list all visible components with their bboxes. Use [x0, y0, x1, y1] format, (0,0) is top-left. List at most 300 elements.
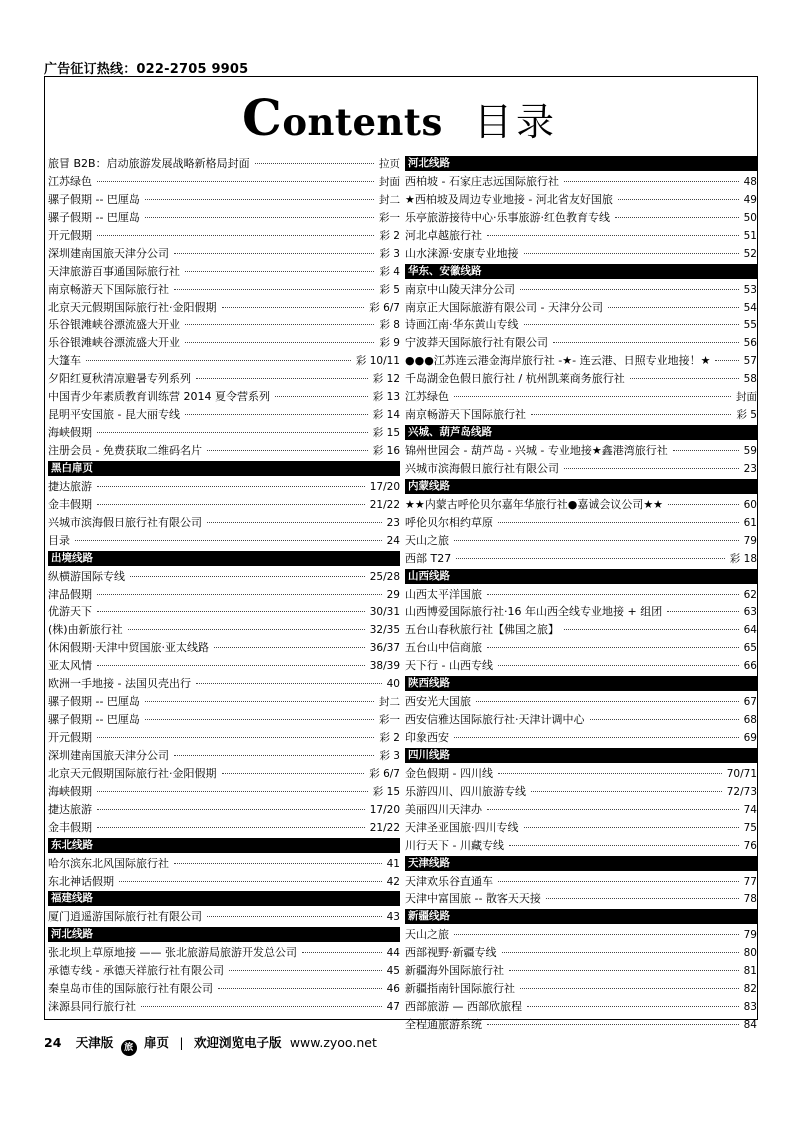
- toc-entry-title: 夕阳红夏秋清凉避暑专列系列: [48, 372, 191, 386]
- toc-entry[interactable]: [48, 191, 400, 209]
- toc-entry[interactable]: [405, 370, 757, 388]
- dot-leader: [618, 199, 739, 200]
- section-header: 出境线路: [48, 551, 400, 566]
- toc-entry[interactable]: [405, 657, 757, 675]
- dot-leader: [590, 719, 739, 720]
- footer-section: 扉页: [144, 1035, 170, 1050]
- toc-entry[interactable]: [405, 765, 757, 783]
- toc-entry[interactable]: [405, 334, 757, 352]
- toc-entry-title: 锦州世园会 - 葫芦岛 - 兴城 - 专业地接★鑫港湾旅行社: [405, 444, 668, 457]
- toc-entry[interactable]: [48, 675, 400, 693]
- dot-leader: [564, 629, 739, 630]
- toc-entry[interactable]: [48, 352, 400, 370]
- toc-entry-title: 津品假期: [48, 587, 92, 601]
- toc-entry-title: 乐亭旅游接待中心·乐事旅游·红色教育专线: [405, 210, 610, 224]
- dot-leader: [196, 378, 368, 379]
- page-footer: [44, 1033, 377, 1056]
- toc-entry-title: 休闲假期·天津中贸国旅·亚太线路: [48, 641, 209, 655]
- toc-entry[interactable]: [48, 657, 400, 675]
- toc-entry-title: 骡子假期 -- 巴厘岛: [48, 192, 140, 206]
- toc-entry-page: 彩 5: [736, 409, 757, 422]
- section-header: 四川线路: [405, 748, 757, 763]
- toc-entry[interactable]: [48, 621, 400, 639]
- toc-entry-page: 彩 12: [372, 373, 400, 386]
- toc-entry[interactable]: [48, 442, 400, 460]
- toc-entry-title: 呼伦贝尔相约草原: [405, 515, 493, 529]
- toc-entry-title: 注册会员 - 免费获取二维码名片: [48, 444, 202, 457]
- toc-entry-page: 81: [743, 965, 757, 978]
- dot-leader: [255, 163, 374, 164]
- toc-entry-page: 29: [386, 588, 400, 601]
- toc-entry[interactable]: [405, 639, 757, 657]
- toc-entry-page: 75: [743, 821, 757, 834]
- dot-leader: [456, 558, 725, 559]
- section-header: 河北线路: [48, 927, 400, 942]
- toc-entry-title: 哈尔滨东北风国际旅行社: [48, 856, 169, 870]
- dot-leader: [185, 271, 374, 272]
- toc-entry-title: 印象西安: [405, 731, 449, 744]
- dot-leader: [185, 324, 374, 325]
- toc-entry-page: 52: [743, 247, 757, 260]
- toc-entry-page: 83: [743, 1001, 757, 1014]
- toc-entry-page: 彩 16: [372, 445, 400, 457]
- section-header: 天津线路: [405, 856, 757, 871]
- toc-entry-page: 36/37: [369, 642, 400, 655]
- toc-entry-page: 40: [386, 678, 400, 691]
- dot-leader: [668, 504, 739, 505]
- toc-entry[interactable]: [48, 514, 400, 532]
- contents-column-right: [405, 155, 757, 1034]
- toc-entry-page: 彩 5: [379, 283, 400, 296]
- toc-entry-title: 海峡假期: [48, 426, 92, 440]
- dot-leader: [509, 845, 739, 846]
- toc-entry-page: 57: [743, 355, 757, 368]
- toc-entry-page: 彩 8: [379, 319, 400, 332]
- page-title: [0, 88, 800, 147]
- toc-entry-page: 80: [743, 947, 757, 960]
- toc-entry-title: 诗画江南·华东黄山专线: [405, 318, 519, 332]
- toc-entry-page: 63: [743, 606, 757, 619]
- dot-leader: [145, 701, 374, 702]
- toc-entry[interactable]: [405, 711, 757, 729]
- footer-page-number: 24: [44, 1035, 62, 1050]
- toc-entry-page: 25/28: [369, 570, 400, 583]
- dot-leader: [97, 737, 374, 738]
- dot-leader: [487, 647, 739, 648]
- toc-entry[interactable]: [405, 227, 757, 245]
- dot-leader: [524, 253, 739, 254]
- toc-entry[interactable]: [405, 514, 757, 532]
- toc-entry[interactable]: [405, 209, 757, 227]
- toc-entry-page: 64: [743, 624, 757, 637]
- toc-entry-page: 55: [743, 319, 757, 332]
- footer-url[interactable]: www.zyoo.net: [289, 1035, 377, 1050]
- dot-leader: [553, 342, 739, 343]
- toc-entry[interactable]: [405, 299, 757, 317]
- section-header: 新疆线路: [405, 909, 757, 924]
- toc-entry-title: 昆明平安国旅 - 昆大丽专线: [48, 408, 180, 422]
- dot-leader: [498, 773, 722, 774]
- toc-entry[interactable]: [48, 406, 400, 424]
- toc-entry-page: 78: [743, 893, 757, 906]
- toc-entry-title: 天津欢乐谷直通车: [405, 874, 493, 888]
- dot-leader: [487, 1024, 739, 1025]
- toc-entry-title: 新疆海外国际旅行社: [405, 964, 504, 978]
- toc-entry[interactable]: [405, 532, 757, 550]
- toc-entry-title: 金丰假期: [48, 497, 92, 511]
- toc-entry-page: 59: [743, 445, 757, 457]
- toc-entry[interactable]: [405, 944, 757, 962]
- dot-leader: [454, 396, 731, 397]
- toc-entry-title: 东北神话假期: [48, 874, 114, 888]
- brand-logo-icon: 旅: [121, 1040, 137, 1056]
- dot-leader: [207, 450, 368, 451]
- toc-entry-page: 彩 14: [372, 409, 400, 422]
- toc-entry[interactable]: [48, 998, 400, 1016]
- dot-leader: [564, 181, 739, 182]
- toc-entry-title: 南京中山陵天津分公司: [405, 282, 515, 296]
- toc-entry-page: 66: [743, 660, 757, 673]
- toc-entry[interactable]: [48, 299, 400, 317]
- toc-entry-title: ●●●江苏连云港金海岸旅行社 -★- 连云港、日照专业地接！★: [405, 354, 711, 368]
- toc-entry[interactable]: [405, 388, 757, 406]
- toc-entry-title: 金色假期 - 四川线: [405, 766, 493, 780]
- toc-entry[interactable]: [405, 890, 757, 908]
- toc-entry[interactable]: [48, 729, 400, 747]
- dot-leader: [498, 665, 739, 666]
- toc-entry-title: 江苏绿色: [48, 174, 92, 188]
- toc-entry-page: 84: [743, 1019, 757, 1031]
- toc-entry-page: 17/20: [369, 480, 400, 493]
- toc-entry-title: 美丽四川天津办: [405, 802, 482, 816]
- toc-entry-title: 西安光大国旅: [405, 695, 471, 709]
- dot-leader: [524, 827, 739, 828]
- toc-entry[interactable]: [48, 281, 400, 299]
- toc-entry-page: 70/71: [726, 767, 757, 780]
- toc-entry[interactable]: [405, 962, 757, 980]
- toc-entry[interactable]: [405, 352, 757, 370]
- section-header: 兴城、葫芦岛线路: [405, 425, 757, 440]
- toc-entry[interactable]: [48, 496, 400, 514]
- toc-entry-page: 50: [743, 211, 757, 224]
- toc-entry-title: 捷达旅游: [48, 479, 92, 493]
- toc-entry[interactable]: [48, 765, 400, 783]
- toc-entry-page: 17/20: [369, 803, 400, 816]
- dot-leader: [527, 1006, 739, 1007]
- toc-entry-title: 天津中富国旅 -- 散客天天接: [405, 892, 541, 906]
- section-header: 福建线路: [48, 891, 400, 906]
- toc-entry-page: 82: [743, 983, 757, 996]
- toc-entry-page: 23: [743, 462, 757, 475]
- toc-entry-title: 全程通旅游系统: [405, 1018, 482, 1031]
- dot-leader: [531, 414, 731, 415]
- toc-entry-title: 西安信雅达国际旅行社·天津计调中心: [405, 713, 585, 727]
- dot-leader: [454, 737, 739, 738]
- toc-entry[interactable]: [48, 245, 400, 263]
- toc-entry[interactable]: [48, 370, 400, 388]
- toc-entry[interactable]: [48, 173, 400, 191]
- toc-entry-title: 南京正大国际旅游有限公司 - 天津分公司: [405, 300, 603, 314]
- toc-entry[interactable]: [405, 173, 757, 191]
- dot-leader: [141, 1006, 382, 1007]
- footer-separator: |: [179, 1035, 184, 1050]
- toc-entry-title: 大篷车: [48, 354, 81, 368]
- toc-entry-title: 乐谷银滩峡谷漂流盛大开业: [48, 318, 180, 332]
- dot-leader: [174, 755, 374, 756]
- dot-leader: [145, 719, 374, 720]
- toc-entry-page: 72/73: [726, 785, 757, 798]
- toc-entry[interactable]: [48, 568, 400, 586]
- toc-entry[interactable]: [405, 837, 757, 855]
- toc-entry[interactable]: [48, 334, 400, 352]
- toc-entry-page: 77: [743, 875, 757, 888]
- dot-leader: [454, 540, 739, 541]
- toc-entry[interactable]: [48, 944, 400, 962]
- toc-entry[interactable]: [405, 586, 757, 604]
- toc-entry-title: 旅冒 B2B：启动旅游发展战略新格局封面: [48, 157, 250, 170]
- toc-entry-page: 68: [743, 714, 757, 727]
- toc-entry[interactable]: [48, 209, 400, 227]
- toc-entry[interactable]: [48, 586, 400, 604]
- toc-entry-page: 彩 15: [372, 427, 400, 440]
- dot-leader: [524, 324, 739, 325]
- toc-entry[interactable]: [48, 711, 400, 729]
- toc-entry-title: 川行天下 - 川藏专线: [405, 838, 504, 852]
- footer-edition: 天津版: [75, 1035, 114, 1050]
- dot-leader: [207, 522, 382, 523]
- toc-entry[interactable]: [405, 819, 757, 837]
- toc-entry-title: 涞源县同行旅行社: [48, 1000, 136, 1014]
- section-header: 山西线路: [405, 569, 757, 584]
- toc-entry-title: 南京畅游天下国际旅行社: [48, 282, 169, 296]
- dot-leader: [130, 576, 365, 577]
- dot-leader: [487, 809, 739, 810]
- toc-entry-page: 61: [743, 516, 757, 529]
- toc-entry-title: 北京天元假期国际旅行社·金阳假期: [48, 766, 217, 780]
- dot-leader: [97, 594, 382, 595]
- toc-entry[interactable]: [405, 191, 757, 209]
- toc-entry-page: 42: [386, 875, 400, 888]
- toc-entry[interactable]: [48, 424, 400, 442]
- toc-entry-title: 骡子假期 -- 巴厘岛: [48, 713, 140, 727]
- dot-leader: [97, 235, 374, 236]
- toc-entry-title: 张北坝上草原地接 —— 张北旅游局旅游开发总公司: [48, 946, 297, 960]
- toc-entry[interactable]: [405, 729, 757, 747]
- toc-entry[interactable]: [405, 926, 757, 944]
- toc-entry[interactable]: [48, 478, 400, 496]
- toc-entry-title: 五台山中信商旅: [405, 641, 482, 655]
- dot-leader: [97, 432, 368, 433]
- dot-leader: [476, 701, 739, 702]
- toc-entry-page: 51: [743, 229, 757, 242]
- toc-entry[interactable]: [405, 1016, 757, 1034]
- toc-entry-title: 承德专线 - 承德天祥旅行社有限公司: [48, 964, 224, 978]
- toc-entry-page: 封二: [379, 696, 400, 709]
- toc-entry-title: 厦门逍遥游国际旅行社有限公司: [48, 910, 202, 924]
- dot-leader: [520, 988, 739, 989]
- dot-leader: [531, 791, 722, 792]
- toc-entry-page: 46: [386, 983, 400, 996]
- toc-entry-page: 21/22: [369, 821, 400, 834]
- dot-leader: [145, 199, 374, 200]
- dot-leader: [222, 773, 365, 774]
- toc-entry-title: 捷达旅游: [48, 802, 92, 816]
- toc-entry[interactable]: [405, 783, 757, 801]
- toc-entry-title: 江苏绿色: [405, 390, 449, 404]
- toc-entry-page: 38/39: [369, 660, 400, 673]
- toc-entry-title: 兴城市滨海假日旅行社有限公司: [405, 461, 559, 475]
- dot-leader: [498, 881, 739, 882]
- toc-entry-title: 乐谷银滩峡谷漂流盛大开业: [48, 336, 180, 350]
- toc-entry[interactable]: [405, 442, 757, 460]
- dot-leader: [214, 647, 365, 648]
- toc-entry[interactable]: [405, 621, 757, 639]
- toc-entry[interactable]: [48, 316, 400, 334]
- toc-entry-title: 新疆指南针国际旅行社: [405, 982, 515, 996]
- toc-entry[interactable]: [48, 532, 400, 550]
- dot-leader: [498, 522, 739, 523]
- toc-entry[interactable]: [405, 980, 757, 998]
- toc-entry-page: 拉页: [379, 158, 400, 170]
- toc-entry-page: 79: [743, 534, 757, 547]
- toc-entry-page: 43: [386, 911, 400, 924]
- toc-entry-page: 封面: [736, 391, 757, 404]
- toc-entry[interactable]: [48, 819, 400, 837]
- toc-entry-page: 58: [743, 373, 757, 386]
- dot-leader: [97, 181, 374, 182]
- dot-leader: [502, 952, 739, 953]
- toc-entry-page: 彩 6/7: [369, 767, 400, 780]
- toc-entry[interactable]: [405, 496, 757, 514]
- toc-entry-title: 天津旅游百事通国际旅行社: [48, 264, 180, 278]
- section-header: 黑白扉页: [48, 461, 400, 476]
- dot-leader: [196, 683, 382, 684]
- toc-entry-page: 54: [743, 301, 757, 314]
- toc-entry[interactable]: [48, 747, 400, 765]
- toc-entry[interactable]: [48, 873, 400, 891]
- toc-entry-page: 彩 15: [372, 785, 400, 798]
- toc-entry-title: 骡子假期 -- 巴厘岛: [48, 695, 140, 709]
- toc-entry[interactable]: [48, 693, 400, 711]
- toc-entry-page: 彩 2: [379, 229, 400, 242]
- toc-entry[interactable]: [405, 873, 757, 891]
- title-english: Contents: [242, 88, 443, 147]
- toc-entry-title: 亚太风情: [48, 659, 92, 673]
- toc-entry-page: 30/31: [369, 606, 400, 619]
- toc-entry[interactable]: [48, 603, 400, 621]
- toc-entry-title: 北京天元假期国际旅行社·金阳假期: [48, 300, 217, 314]
- section-header: 华东、安徽线路: [405, 264, 757, 279]
- toc-entry-page: 44: [386, 947, 400, 960]
- dot-leader: [229, 970, 382, 971]
- section-header: 东北线路: [48, 838, 400, 853]
- toc-entry-title: ★西柏坡及周边专业地接 - 河北省友好国旅: [405, 192, 613, 206]
- toc-entry[interactable]: [405, 603, 757, 621]
- toc-entry-page: 32/35: [369, 624, 400, 637]
- toc-entry-title: (株)由新旅行社: [48, 623, 123, 637]
- toc-entry-title: ★★内蒙古呼伦贝尔嘉年华旅行社●嘉诚会议公司★★: [405, 497, 664, 511]
- dot-leader: [185, 414, 368, 415]
- toc-entry-page: 67: [743, 696, 757, 709]
- toc-entry-title: 天津圣亚国旅·四川专线: [405, 820, 519, 834]
- toc-entry-title: 天山之旅: [405, 533, 449, 547]
- toc-entry-page: 彩 9: [379, 337, 400, 350]
- toc-entry-title: 西部 T27: [405, 551, 452, 565]
- toc-entry[interactable]: [48, 783, 400, 801]
- dot-leader: [630, 378, 739, 379]
- dot-leader: [275, 396, 368, 397]
- ad-hotline: 广告征订热线：022-2705 9905: [44, 62, 249, 77]
- toc-entry-page: 彩 3: [379, 247, 400, 260]
- toc-entry[interactable]: [48, 639, 400, 657]
- toc-entry[interactable]: [48, 980, 400, 998]
- toc-entry[interactable]: [405, 245, 757, 263]
- dot-leader: [667, 611, 738, 612]
- toc-entry-title: 中国青少年素质教育训练营 2014 夏令营系列: [48, 390, 270, 404]
- toc-entry[interactable]: [405, 550, 757, 568]
- toc-entry-page: 彩 13: [372, 391, 400, 404]
- toc-entry[interactable]: [48, 155, 400, 173]
- toc-entry[interactable]: [48, 855, 400, 873]
- toc-entry-title: 西柏坡 - 石家庄志远国际旅行社: [405, 174, 559, 188]
- toc-entry[interactable]: [405, 460, 757, 478]
- toc-entry[interactable]: [48, 908, 400, 926]
- toc-entry[interactable]: [405, 316, 757, 334]
- section-header: 河北线路: [405, 156, 757, 171]
- toc-entry[interactable]: [405, 281, 757, 299]
- toc-entry[interactable]: [48, 801, 400, 819]
- toc-entry[interactable]: [405, 801, 757, 819]
- dot-leader: [97, 827, 365, 828]
- toc-entry[interactable]: [405, 998, 757, 1016]
- toc-entry-title: 海峡假期: [48, 784, 92, 798]
- toc-entry-title: 乐游四川、四川旅游专线: [405, 784, 526, 798]
- toc-entry-page: 21/22: [369, 498, 400, 511]
- dot-leader: [145, 217, 374, 218]
- toc-entry-title: 西部视野·新疆专线: [405, 946, 497, 960]
- toc-entry-title: 五台山春秋旅行社【佛国之旅】: [405, 623, 559, 637]
- toc-entry-page: 封二: [379, 193, 400, 206]
- toc-entry-page: 24: [386, 534, 400, 547]
- dot-leader: [564, 468, 739, 469]
- toc-entry[interactable]: [48, 388, 400, 406]
- toc-entry-title: 天下行 - 山西专线: [405, 659, 493, 673]
- dot-leader: [509, 970, 739, 971]
- title-chinese: 目录: [473, 100, 558, 144]
- toc-entry-title: 河北卓越旅行社: [405, 228, 482, 242]
- footer-slogan: 欢迎浏览电子版: [193, 1035, 282, 1050]
- toc-entry[interactable]: [48, 962, 400, 980]
- toc-entry[interactable]: [405, 693, 757, 711]
- dot-leader: [185, 342, 374, 343]
- dot-leader: [302, 952, 382, 953]
- dot-leader: [119, 881, 382, 882]
- toc-entry-title: 宁波莽天国际旅行社有限公司: [405, 336, 548, 350]
- toc-entry-title: 骡子假期 -- 巴厘岛: [48, 210, 140, 224]
- toc-entry-page: 53: [743, 283, 757, 296]
- toc-entry-page: 彩 3: [379, 749, 400, 762]
- dot-leader: [715, 360, 738, 361]
- toc-entry[interactable]: [48, 263, 400, 281]
- toc-entry[interactable]: [405, 406, 757, 424]
- toc-entry-page: 65: [743, 642, 757, 655]
- toc-entry[interactable]: [48, 227, 400, 245]
- toc-entry-title: 西部旅游 — 西部欣旅程: [405, 1000, 522, 1014]
- toc-entry-title: 开元假期: [48, 731, 92, 744]
- toc-entry-page: 45: [386, 965, 400, 978]
- contents-column-left: [48, 155, 400, 1016]
- dot-leader: [97, 809, 365, 810]
